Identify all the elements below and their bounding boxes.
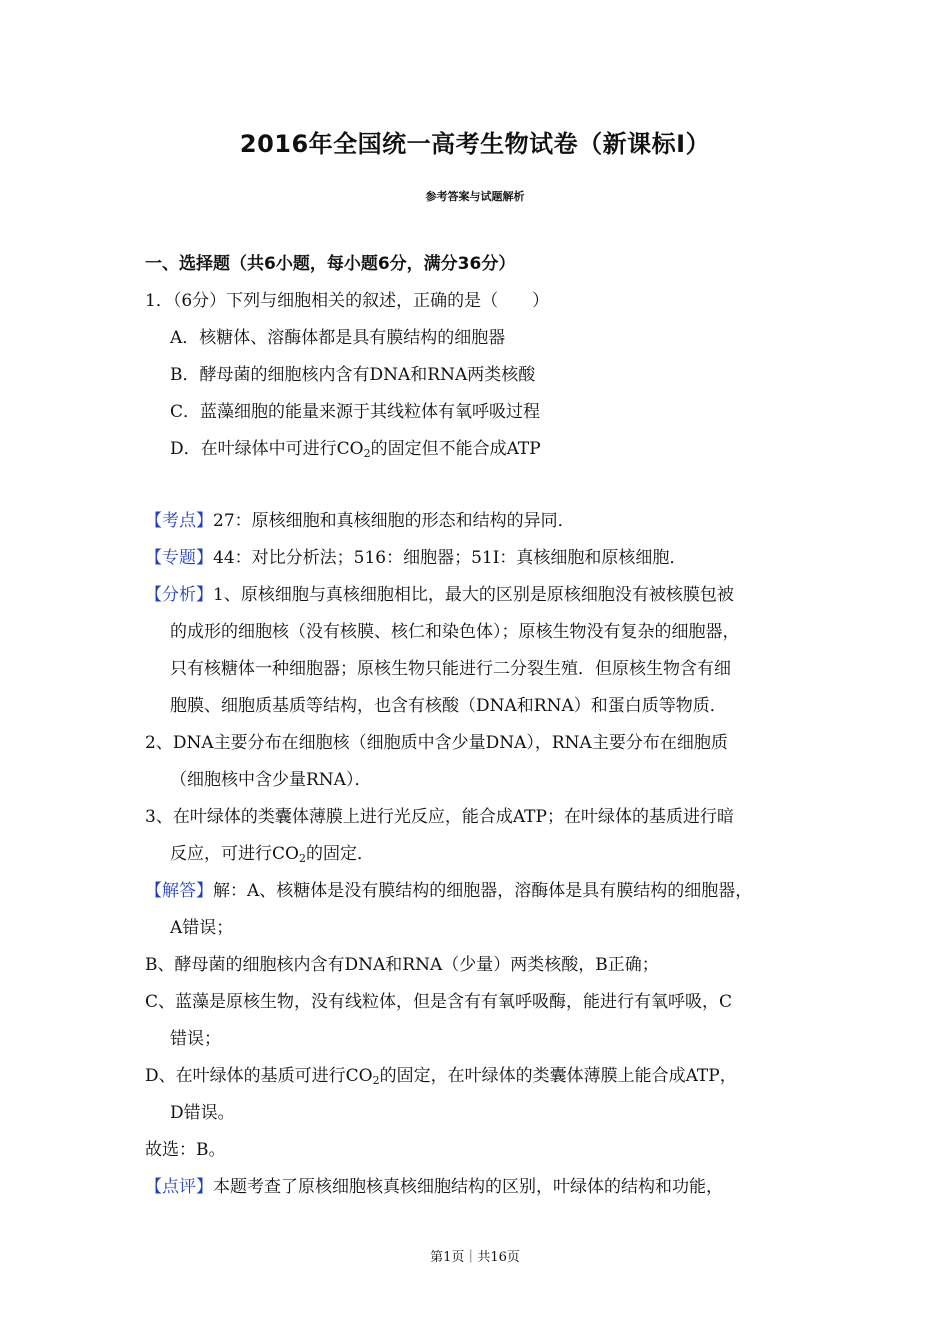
option-d: D．在叶绿体中可进行$CO_2$的固定但不能合成ATP — [170, 439, 541, 460]
option-c: C．蓝藻细胞的能量来源于其线粒体有氧呼吸过程 — [170, 402, 541, 422]
jieda-line: 【解答】解：A、核糖体是没有膜结构的细胞器，溶酶体是具有膜结构的细胞器， — [145, 881, 753, 901]
point-3-line-2: 反应，可进行$CO_2$的固定． — [170, 844, 374, 865]
dianping-tag: 【点评】 — [145, 1177, 213, 1197]
option-a: A．核糖体、溶酶体都是具有膜结构的细胞器 — [170, 328, 506, 348]
question-stem: 1．（6分）下列与细胞相关的叙述，正确的是（ ） — [145, 291, 550, 311]
answer-d-line-1: D、在叶绿体的基质可进行$CO_2$的固定，在叶绿体的类囊体薄膜上能合成ATP， — [145, 1066, 737, 1087]
kaodian-tag: 【考点】 — [145, 511, 213, 531]
page-footer: 第1页｜共16页 — [430, 1250, 520, 1265]
fenxi-line: 【分析】1、原核细胞与真核细胞相比，最大的区别是原核细胞没有被核膜包被 — [145, 585, 734, 605]
point-3-line-1: 3、在叶绿体的类囊体薄膜上进行光反应，能合成ATP；在叶绿体的基质进行暗 — [145, 807, 734, 827]
fenxi-line-4: 胞膜、细胞质基质等结构，也含有核酸（DNA和RNA）和蛋白质等物质． — [170, 696, 727, 716]
jieda-tag: 【解答】 — [145, 881, 213, 901]
option-b: B．酵母菌的细胞核内含有DNA和RNA两类核酸 — [170, 365, 536, 385]
zhuanti-line: 【专题】44：对比分析法；516：细胞器；51I：真核细胞和原核细胞． — [145, 548, 687, 568]
answer-d-line-2: D错误。 — [170, 1103, 235, 1123]
final-choice: 故选：B。 — [145, 1140, 226, 1160]
jieda-line-2: A错误； — [170, 918, 234, 938]
fenxi-line-2: 的成形的细胞核（没有核膜、核仁和染色体）；原核生物没有复杂的细胞器， — [170, 622, 740, 642]
page-title: 2016年全国统一高考生物试卷（新课标Ⅰ） — [239, 130, 711, 158]
section-heading: 一、选择题（共6小题，每小题6分，满分36分） — [145, 254, 516, 274]
answer-c-line-2: 错误； — [170, 1029, 221, 1049]
point-2-line-1: 2、DNA主要分布在细胞核（细胞质中含少量DNA），RNA主要分布在细胞质 — [145, 733, 728, 753]
dianping-line: 【点评】本题考查了原核细胞核真核细胞结构的区别，叶绿体的结构和功能， — [145, 1177, 723, 1197]
point-2-line-2: （细胞核中含少量RNA）． — [170, 770, 372, 790]
kaodian-line: 【考点】27：原核细胞和真核细胞的形态和结构的异同． — [145, 511, 575, 531]
fenxi-line-3: 只有核糖体一种细胞器；原核生物只能进行二分裂生殖．但原核生物含有细 — [170, 659, 731, 679]
fenxi-tag: 【分析】 — [145, 585, 213, 605]
answer-c-line-1: C、蓝藻是原核生物，没有线粒体，但是含有有氧呼吸酶，能进行有氧呼吸，C — [145, 992, 733, 1012]
page-subtitle: 参考答案与试题解析 — [425, 190, 525, 203]
answer-b-line: B、酵母菌的细胞核内含有DNA和RNA（少量）两类核酸，B正确； — [145, 955, 659, 975]
zhuanti-tag: 【专题】 — [145, 548, 213, 568]
